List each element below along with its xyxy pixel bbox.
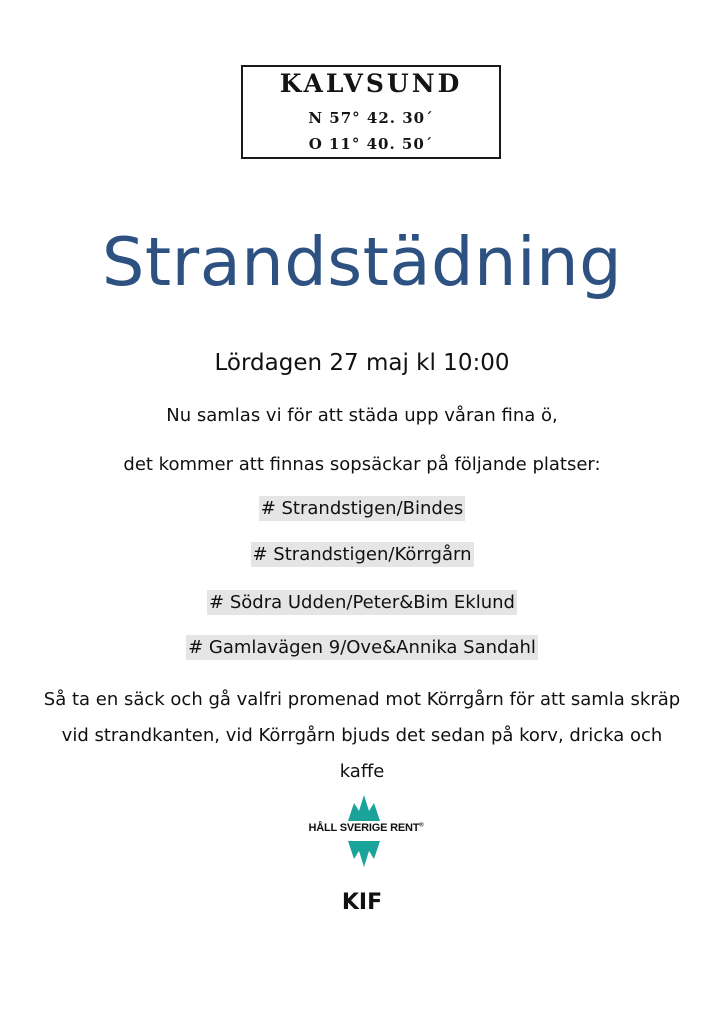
event-date: Lördagen 27 maj kl 10:00: [214, 350, 510, 376]
logo-text-main: HÅLL SVERIGE RENT: [308, 822, 420, 834]
location-stamp: [241, 65, 501, 159]
page-title: Strandstädning: [101, 223, 623, 301]
stamp-name: KALVSUND: [279, 69, 463, 98]
intro-line-2: det kommer att finnas sopsäckar på följande platser:: [123, 454, 601, 475]
logo-registered-mark: ®: [419, 822, 424, 829]
logo-top-shape: [348, 795, 380, 821]
location-label: # Gamlavägen 9/Ove&Annika Sandahl: [188, 637, 536, 658]
logo-text: [296, 822, 436, 834]
stamp-longitude: O 11° 40. 50´: [308, 135, 434, 153]
location-label: # Strandstigen/Körrgårn: [252, 544, 472, 565]
logo-bottom-shape: [348, 841, 380, 867]
location-label: # Strandstigen/Bindes: [260, 498, 464, 519]
location-label: # Södra Udden/Peter&Bim Eklund: [209, 592, 515, 613]
location-item: [0, 498, 724, 519]
location-item: [0, 637, 724, 658]
location-item: [0, 592, 724, 613]
location-item: [0, 544, 724, 565]
signature: KIF: [341, 890, 383, 915]
intro-line-1: Nu samlas vi för att städa upp våran fina ö,: [166, 405, 558, 426]
stamp-latitude: N 57° 42. 30´: [308, 109, 434, 127]
closing-paragraph: Så ta en säck och gå valfri promenad mot Körrgårn för att samla skräp vid strandkanten, vid Körrgårn bjuds det sedan på korv, dricka och kaffe: [43, 689, 681, 782]
